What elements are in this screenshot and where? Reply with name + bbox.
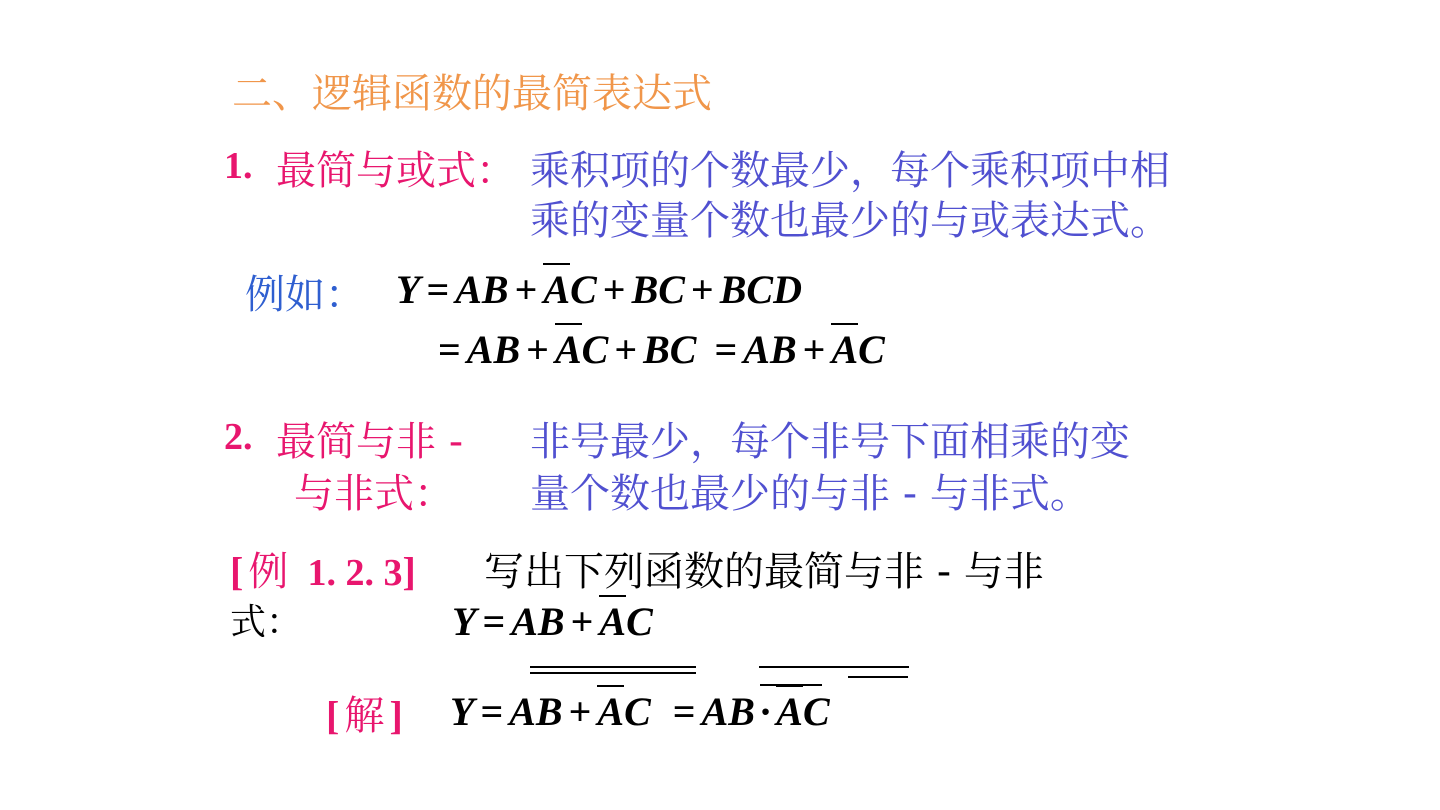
negated-a: A [599,599,627,644]
term-c: C [858,327,885,372]
term-c: C [570,267,597,312]
open-bracket: [ [326,693,340,738]
example-123-text-line2: 式： [230,602,303,643]
term-c: C [581,327,609,372]
plus-sign: + [514,267,538,312]
example-number: 1. 2. 3 [307,552,403,594]
example-123-tag [230,540,416,597]
item2-desc-line2: 量个数也最少的与非 - 与非式。 [530,471,1090,517]
var-y: Y [452,599,477,644]
negated-a: A [543,267,571,312]
plus-sign: + [614,327,638,372]
term-c: C [802,689,830,734]
overbar-ac-outer [848,676,908,678]
term-ab: AB [466,327,521,372]
item1-desc-line1: 乘积项的个数最少，每个乘积项中相 [530,148,1170,194]
example-formula-line1 [396,266,802,313]
equals-sign: = [714,327,738,372]
item2-number: 2. [224,416,253,458]
equals-sign: = [482,599,506,644]
item2-label-line1: 最简与非 - [276,419,464,465]
plus-sign: + [570,599,594,644]
term-c: C [626,599,653,644]
term-c: C [624,689,651,734]
item2-label-line2: 与非式： [294,471,454,517]
term-ab: AB [743,327,797,372]
solution-formula [450,688,830,735]
plus-sign: + [802,327,826,372]
term-ab: AB [455,267,509,312]
term-bcd: BCD [719,267,802,312]
solution-tag [326,684,403,741]
double-overbar-top [530,666,696,668]
negated-a: A [776,689,803,734]
overbar-right-expression [759,666,909,668]
equals-sign: = [426,267,450,312]
close-bracket: ] [389,693,403,738]
equals-sign: = [480,689,504,734]
open-bracket: [ [230,549,244,594]
example-123-text: 写出下列函数的最简与非 - 与非 [484,549,1044,595]
term-ab: AB [701,689,755,734]
item2-desc-line1: 非号最少，每个非号下面相乘的变 [530,419,1130,465]
example-label: 例 [248,549,289,595]
plus-sign: + [526,327,549,372]
solution-label: 解 [344,693,385,739]
example-label: 例如： [245,272,365,318]
double-overbar-bottom [530,672,696,674]
plus-sign: + [690,267,714,312]
var-y: Y [396,267,421,312]
plus-sign: + [602,267,626,312]
example-123-formula [452,598,653,645]
close-bracket: ] [402,549,416,594]
term-bc: BC [631,267,685,312]
plus-sign: + [568,689,592,734]
item1-label: 最简与或式： [276,148,516,194]
negated-a: A [597,689,625,734]
equals-sign: = [438,327,461,372]
item1-desc-line2: 乘的变量个数也最少的与或表达式。 [530,198,1170,244]
example-formula-line2 [432,326,885,373]
var-y: Y [450,689,475,734]
term-ab: AB [511,599,565,644]
equals-sign: = [672,689,696,734]
term-ab: AB [509,689,563,734]
negated-a: A [554,327,582,372]
section-heading: 二、逻辑函数的最简表达式 [232,71,712,117]
item1-number: 1. [224,145,253,187]
dot-operator: · [758,689,773,734]
term-bc: BC [643,327,697,372]
negated-a: A [831,327,859,372]
